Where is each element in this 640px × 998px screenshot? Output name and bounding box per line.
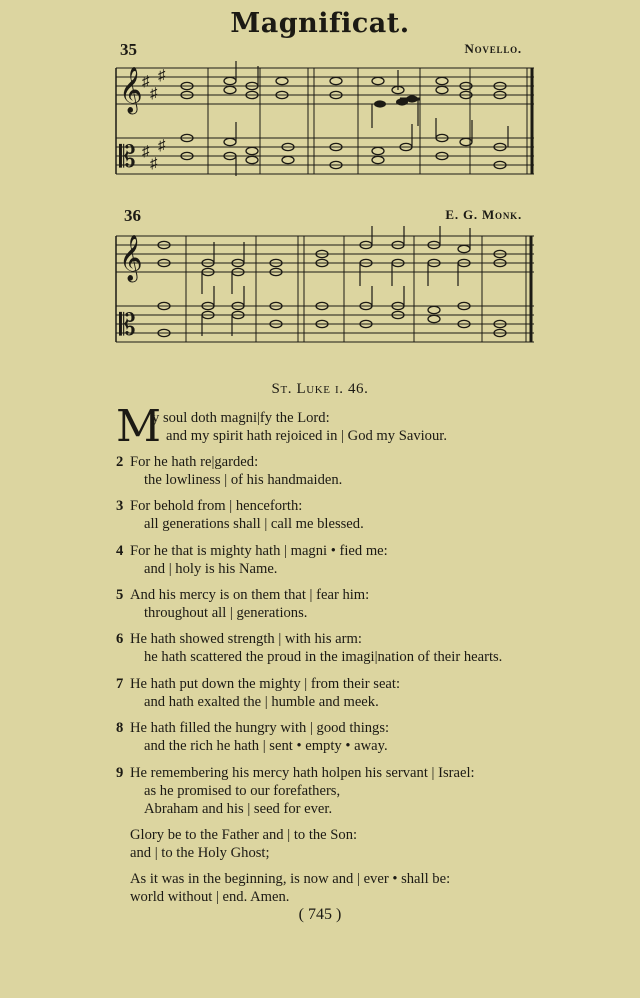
gloria-1-line-2: and | to the Holy Ghost;	[130, 845, 270, 861]
verse-number: 5	[116, 587, 124, 603]
scripture-reference: St. Luke i. 46.	[271, 381, 369, 397]
verse-number: 3	[116, 498, 124, 514]
gloria-2-line-2: world without | end. Amen.	[130, 889, 290, 905]
svg-text:♯: ♯	[142, 144, 150, 160]
verse-2-line-2: the lowliness | of his handmaiden.	[144, 472, 343, 488]
verse-9	[116, 764, 616, 818]
verse-number: 2	[116, 454, 124, 470]
svg-text:𝄞: 𝄞	[119, 235, 143, 281]
verse-7-line-2: and hath exalted the | humble and meek.	[144, 694, 379, 710]
verse-8-line-1	[116, 719, 616, 737]
verse-text: He remembering his mercy hath holpen his servant | Israel:	[130, 765, 475, 781]
hymn-title: Magnificat.	[230, 8, 410, 39]
verse-2-line-1	[116, 453, 616, 471]
music-score-36	[0, 222, 640, 352]
verse-8-line-2: and the rich he hath | sent • empty • away.	[144, 738, 388, 754]
svg-text:♯: ♯	[158, 138, 166, 154]
verse-text: He hath showed strength | with his arm:	[130, 631, 362, 647]
verse-5	[116, 586, 616, 622]
verse-number: 7	[116, 676, 124, 692]
tune-number-36: 36	[124, 206, 141, 225]
verse-2	[116, 453, 616, 489]
svg-text:♯: ♯	[150, 86, 158, 102]
verse-6-line-1	[116, 630, 616, 648]
verse-number: 8	[116, 720, 124, 736]
tune-number-35: 35	[120, 40, 137, 59]
verse-text: And his mercy is on them that | fear him:	[130, 587, 370, 603]
verse-3-line-1	[116, 497, 616, 515]
verse-1	[152, 409, 640, 445]
svg-text:𝄡: 𝄡	[119, 140, 136, 175]
verse-5-line-1	[116, 586, 616, 604]
svg-text:𝄡: 𝄡	[119, 308, 136, 343]
verse-9-line-3: Abraham and his | seed for ever.	[144, 801, 333, 817]
verse-3	[116, 497, 616, 533]
verse-6-line-2: he hath scattered the proud in the imagi|nation of their hearts.	[144, 649, 503, 665]
verse-number: 6	[116, 631, 124, 647]
verse-9-line-2: as he promised to our forefathers,	[144, 783, 341, 799]
gloria-2	[116, 870, 616, 906]
verse-number: 9	[116, 765, 124, 781]
verse-7	[116, 675, 616, 711]
verse-text: For he that is mighty hath | magni • fied me:	[130, 543, 388, 559]
verse-4-line-1	[116, 542, 616, 560]
gloria-2-line-1: As it was in the beginning, is now and | ever • shall be:	[130, 871, 451, 887]
verse-7-line-1	[116, 675, 616, 693]
music-score-35	[0, 56, 640, 191]
verse-6	[116, 630, 616, 666]
verse-1-line-1: y soul doth magni|fy the Lord:	[152, 410, 330, 426]
verse-text: For behold from | henceforth:	[130, 498, 303, 514]
drop-cap: M	[116, 401, 162, 452]
verse-4-line-2: and | holy is his Name.	[144, 561, 278, 577]
verse-8	[116, 719, 616, 755]
verse-text: He hath put down the mighty | from their seat:	[130, 676, 401, 692]
verse-9-line-1	[116, 764, 616, 782]
svg-text:𝄞: 𝄞	[119, 67, 143, 113]
gloria-1	[116, 826, 616, 862]
verse-5-line-2: throughout all | generations.	[144, 605, 308, 621]
svg-text:♯: ♯	[142, 74, 150, 90]
svg-text:♯: ♯	[150, 156, 158, 172]
svg-text:♯: ♯	[158, 68, 166, 84]
composer-monk: E. G. Monk.	[445, 207, 522, 222]
gloria-1-line-1: Glory be to the Father and | to the Son:	[130, 827, 358, 843]
page-number: ( 745 )	[298, 906, 342, 923]
composer-novello: Novello.	[464, 41, 522, 56]
verse-3-line-2: all generations shall | call me blessed.	[144, 516, 364, 532]
verse-text: He hath filled the hungry with | good things:	[130, 720, 390, 736]
verse-text: For he hath re|garded:	[130, 454, 259, 470]
verse-4	[116, 542, 616, 578]
verse-1-line-2: and my spirit hath rejoiced in | God my Saviour.	[166, 428, 447, 444]
verse-number: 4	[116, 543, 124, 559]
